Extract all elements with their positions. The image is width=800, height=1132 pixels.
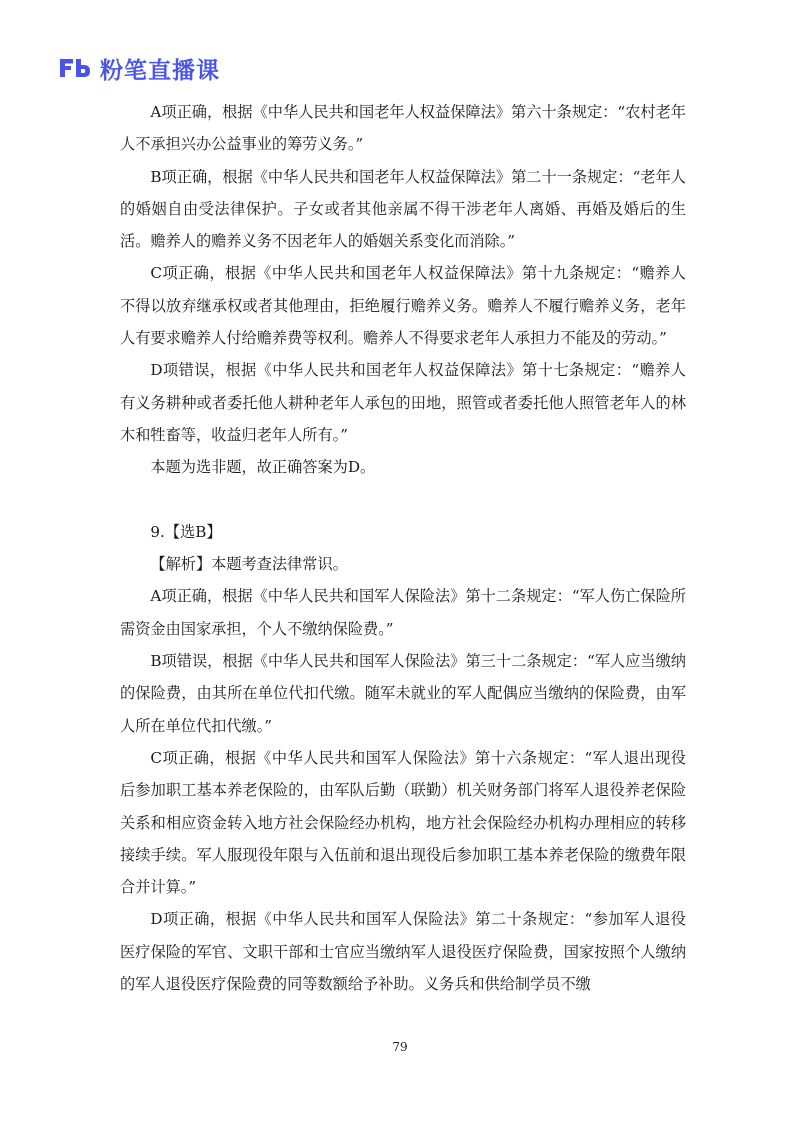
document-body <box>120 96 686 1000</box>
brand-name: 粉笔直播课 <box>100 57 220 84</box>
blank-line <box>120 484 686 516</box>
question-answer-heading: 9.【选B】 <box>150 522 222 541</box>
analysis-intro: 【解析】本题考查法律常识。 <box>150 555 348 574</box>
fb-logo-icon <box>58 57 92 79</box>
page-number: 79 <box>392 1040 408 1054</box>
paragraph: B项错误，根据《中华人民共和国军人保险法》第三十二条规定：“军人应当缴纳的保险费，由其所在单位代扣代缴。随军未就业的军人配偶应当缴纳的保险费，由军人所在单位代扣代缴。” <box>120 652 686 735</box>
paragraph: B项正确，根据《中华人民共和国老年人权益保障法》第二十一条规定：“老年人的婚姻自由受法律保护。子女或者其他亲属不得干涉老年人离婚、再婚及婚后的生活。赡养人的赡养义务不因老年人的婚姻关系变化而消除。” <box>120 167 686 251</box>
paragraph: D项错误，根据《中华人民共和国老年人权益保障法》第十七条规定：“赡养人有义务耕种或者委托他人耕种老年人承包的田地，照管或者委托他人照管老年人的林木和牲畜等，收益归老年人所有。” <box>120 361 686 444</box>
brand-logo <box>58 52 220 84</box>
paragraph: A项正确，根据《中华人民共和国军人保险法》第十二条规定：“军人伤亡保险所需资金由国家承担，个人不缴纳保险费。” <box>120 587 686 638</box>
paragraph: C项正确，根据《中华人民共和国军人保险法》第十六条规定：“军人退出现役后参加职工基本养老保险的，由军队后勤（联勤）机关财务部门将军人退役养老保险关系和相应资金转入地方社会保险经办机构，地方社会保险经办机构办理相应的转移接续手续。军人服现役年限与入伍前和退出现役后参加职工基本养老保险的缴费年限合并计算。” <box>120 748 686 897</box>
answer-conclusion: 本题为选非题，故正确答案为D。 <box>150 458 376 477</box>
paragraph: A项正确，根据《中华人民共和国老年人权益保障法》第六十条规定：“农村老年人不承担兴办公益事业的筹劳义务。” <box>120 103 686 154</box>
paragraph: D项正确，根据《中华人民共和国军人保险法》第二十条规定：“参加军人退役医疗保险的军官、文职干部和士官应当缴纳军人退役医疗保险费，国家按照个人缴纳的军人退役医疗保险费的同等数额给予补助。义务兵和供给制学员不缴 <box>120 910 686 994</box>
paragraph: C项正确，根据《中华人民共和国老年人权益保障法》第十九条规定：“赡养人不得以放弃继承权或者其他理由，拒绝履行赡养义务。赡养人不履行赡养义务，老年人有要求赡养人付给赡养费等权利。赡养人不得要求老年人承担力不能及的劳动。” <box>120 264 686 348</box>
